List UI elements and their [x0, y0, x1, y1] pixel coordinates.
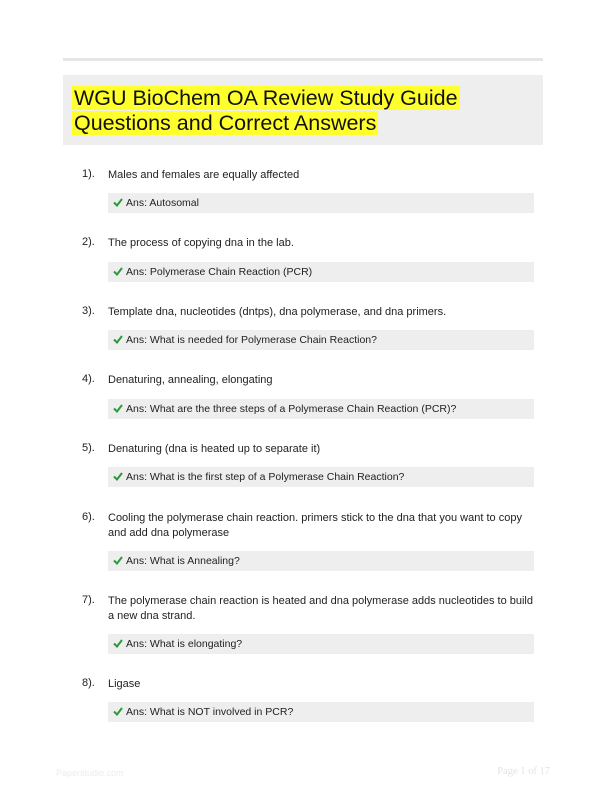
answer-text: Ans: What is NOT involved in PCR?	[126, 706, 294, 718]
page-title	[72, 86, 460, 136]
check-icon	[113, 335, 123, 344]
check-icon	[113, 556, 123, 565]
check-icon	[113, 639, 123, 648]
question-number: 3).	[82, 305, 95, 317]
answer-text: Ans: What is elongating?	[126, 638, 243, 650]
question-text: Template dna, nucleotides (dntps), dna polymerase, and dna primers.	[108, 306, 447, 318]
question-number: 2).	[82, 236, 95, 248]
answer-text: Ans: What are the three steps of a Polymerase Chain Reaction (PCR)?	[126, 403, 457, 415]
question-text: The polymerase chain reaction is heated and dna polymerase adds nucleotides to build a new dna strand.	[108, 595, 533, 622]
answer-text: Ans: What is Annealing?	[126, 555, 240, 567]
question-text: Males and females are equally affected	[108, 169, 300, 181]
title-line-1: WGU BioChem OA Review Study Guide	[74, 86, 458, 110]
question-number: 6).	[82, 511, 95, 523]
question-text: Denaturing (dna is heated up to separate it)	[108, 443, 321, 455]
answer-box	[108, 467, 534, 487]
check-icon	[113, 404, 123, 413]
question-text: The process of copying dna in the lab.	[108, 237, 294, 249]
footer-watermark: Paperstudio.com	[56, 768, 124, 778]
answer-text: Ans: Autosomal	[126, 197, 199, 209]
page-number: Page 1 of 17	[497, 766, 550, 777]
check-icon	[113, 472, 123, 481]
answer-box	[108, 634, 534, 654]
answer-box	[108, 262, 534, 282]
title-box	[63, 75, 543, 145]
check-icon	[113, 267, 123, 276]
question-number: 1).	[82, 168, 95, 180]
question-number: 7).	[82, 594, 95, 606]
check-icon	[113, 707, 123, 716]
answer-text: Ans: Polymerase Chain Reaction (PCR)	[126, 266, 313, 278]
question-number: 8).	[82, 677, 95, 689]
question-number: 4).	[82, 373, 95, 385]
question-number: 5).	[82, 442, 95, 454]
answer-box	[108, 702, 534, 722]
check-icon	[113, 198, 123, 207]
question-text: Denaturing, annealing, elongating	[108, 374, 273, 386]
question-text: Cooling the polymerase chain reaction. primers stick to the dna that you want to copy and add dna polymerase	[108, 512, 522, 539]
answer-box	[108, 193, 534, 213]
answer-box	[108, 330, 534, 350]
answer-box	[108, 399, 534, 419]
answer-text: Ans: What is the first step of a Polymerase Chain Reaction?	[126, 471, 405, 483]
answer-box	[108, 551, 534, 571]
answer-text: Ans: What is needed for Polymerase Chain Reaction?	[126, 334, 377, 346]
question-text: Ligase	[108, 678, 141, 690]
top-rule	[63, 58, 543, 61]
title-line-2: Questions and Correct Answers	[74, 111, 377, 135]
